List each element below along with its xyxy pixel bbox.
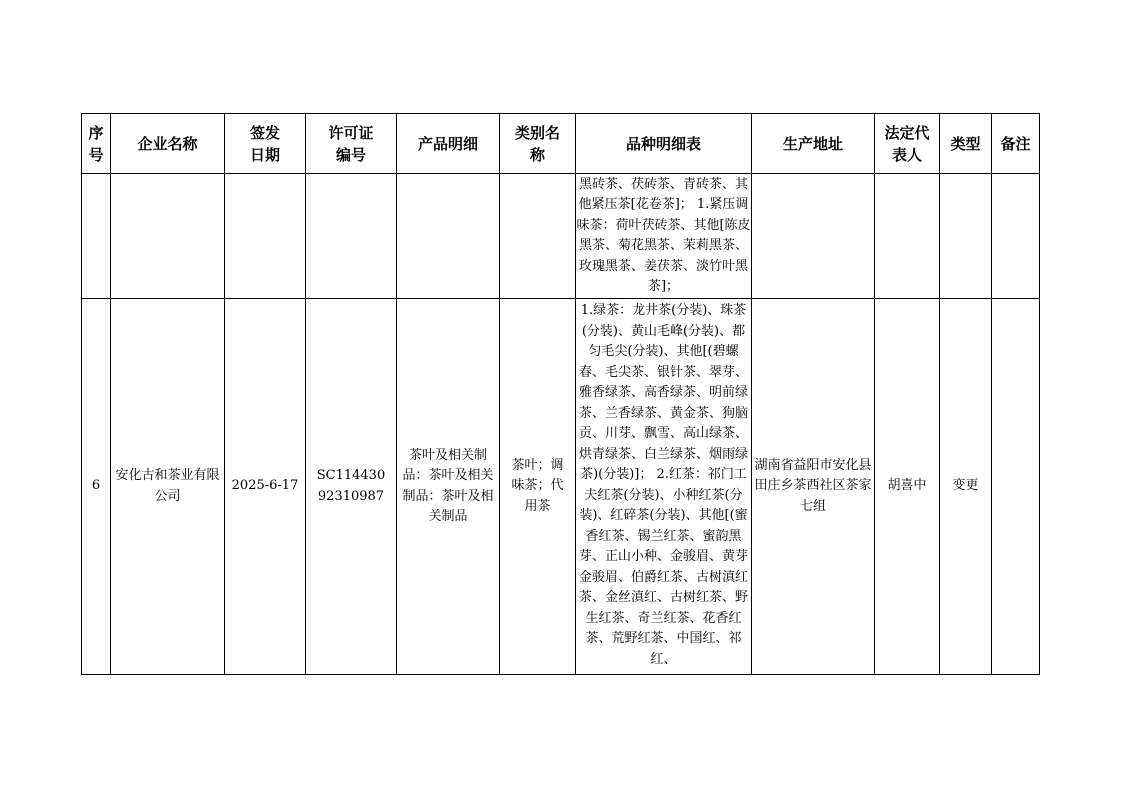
cell-category-name [500, 174, 576, 299]
cell-issue-date [225, 174, 306, 299]
cell-remark [992, 299, 1040, 675]
cell-seq: 6 [82, 299, 111, 675]
variety-detail-text: 1.绿茶：龙井茶(分装)、珠茶(分装)、黄山毛峰(分装)、都匀毛尖(分装)、其他[(碧螺春、毛尖茶、银针茶、翠芽、雅香绿茶、高香绿茶、明前绿茶、兰香绿茶、黄金茶、狗脑贡、川芽、飘雪、高山绿茶、烘青绿茶、白兰绿茶、烟雨绿茶)(分装)]； 2.红茶：祁门工夫红茶(分装)、小种红茶(分装)、红碎茶(分装)、其他[(蜜香红茶、锡兰红茶、蜜韵黑芽、正山小种、金骏眉、黄芽金骏眉、伯爵红茶、古树滇红茶、金丝滇红、古树红茶、野生红茶、奇兰红茶、花香红茶、荒野红茶、中国红、祁红、 [578, 303, 748, 667]
table-row [82, 299, 1040, 675]
cell-company: 安化古和茶业有限公司 [111, 299, 225, 675]
cell-product-detail [397, 174, 500, 299]
table-row [82, 174, 1040, 299]
header-company: 企业名称 [111, 114, 225, 174]
header-legal-rep: 法定代表人 [875, 114, 940, 174]
header-category-name: 类别名称 [500, 114, 576, 174]
header-product-detail: 产品明细 [397, 114, 500, 174]
cell-legal-rep: 胡喜中 [875, 299, 940, 675]
header-issue-date: 签发日期 [225, 114, 306, 174]
header-variety-detail: 品种明细表 [576, 114, 752, 174]
cell-product-detail: 茶叶及相关制品：茶叶及相关制品：茶叶及相关制品 [397, 299, 500, 675]
header-type: 类型 [940, 114, 992, 174]
header-address: 生产地址 [752, 114, 875, 174]
header-seq: 序号 [82, 114, 111, 174]
cell-type [940, 174, 992, 299]
license-table [81, 113, 1040, 675]
cell-type: 变更 [940, 299, 992, 675]
cell-issue-date: 2025-6-17 [225, 299, 306, 675]
cell-remark [992, 174, 1040, 299]
cell-address [752, 174, 875, 299]
cell-legal-rep [875, 174, 940, 299]
header-row [82, 114, 1040, 174]
cell-seq [82, 174, 111, 299]
cell-category-name: 茶叶；调味茶；代用茶 [500, 299, 576, 675]
cell-address: 湖南省益阳市安化县田庄乡茶西社区茶家七组 [752, 299, 875, 675]
cell-license-no [306, 174, 397, 299]
header-remark: 备注 [992, 114, 1040, 174]
header-license-no: 许可证编号 [306, 114, 397, 174]
cell-variety-detail [576, 299, 752, 675]
cell-variety-detail: 黑砖茶、茯砖茶、青砖茶、其他紧压茶[花卷茶]； 1.紧压调味茶：荷叶茯砖茶、其他[陈皮黑茶、菊花黑茶、茉莉黑茶、玫瑰黑茶、姜茯茶、淡竹叶黑茶]； [576, 174, 752, 299]
cell-company [111, 174, 225, 299]
cell-license-no: SC11443092310987 [306, 299, 397, 675]
